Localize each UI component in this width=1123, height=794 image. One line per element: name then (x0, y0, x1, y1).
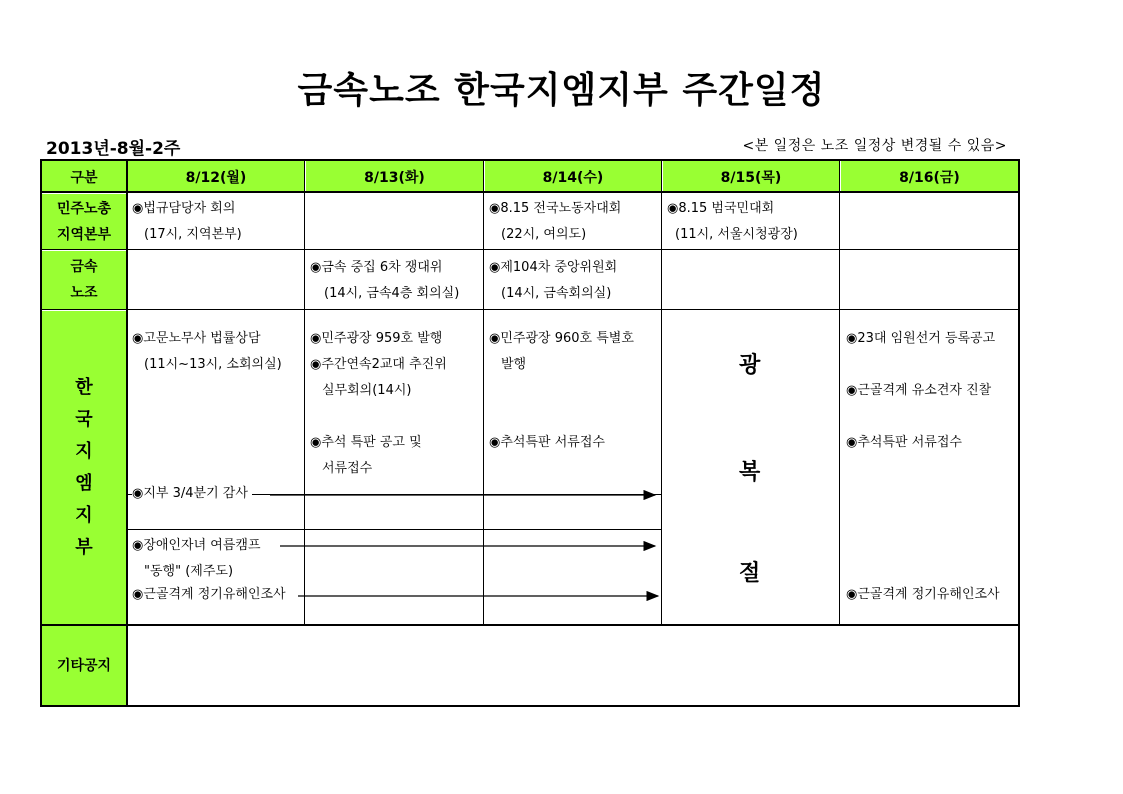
gm-label-char: 부 (75, 537, 93, 558)
gm-tue-entry: ◉민주광장 959호 발행 ◉주간연속2교대 추진위 실무회의(14시) ◉추석 특판 공고 및 서류접수 (310, 331, 447, 476)
row-label-geumsok-line2: 노조 (70, 285, 98, 301)
span-entry-audit: ◉지부 3/4분기 감사 (132, 481, 252, 507)
header-day-wed: 8/14(수) (485, 161, 661, 192)
page-title: 금속노조 한국지엠지부 주간일정 (297, 70, 826, 111)
gm-fri-entry-4: ◉근골격계 정기유해인조사 (846, 587, 1000, 602)
minju-wed-entry: ◉8.15 전국노동자대회 (22시, 여의도) (489, 201, 622, 242)
header-category: 구분 (42, 161, 126, 192)
header-day-tue: 8/13(화) (306, 161, 483, 192)
gm-fri-entry-1: ◉23대 임원선거 등록공고 (846, 331, 996, 346)
span-entry-camp: ◉장애인자녀 여름캠프 "동행" (제주도) (132, 533, 265, 585)
geumsok-tue-entry: ◉금속 중집 6차 쟁대위 (14시, 금속4층 회의실) (310, 260, 460, 301)
geumsok-wed-entry: ◉제104차 중앙위원회 (14시, 금속회의실) (489, 260, 618, 301)
row-label-geumsok-line1: 금속 (70, 259, 98, 275)
gm-fri-entry-2: ◉근골격계 유소견자 진찰 (846, 383, 992, 398)
gm-label-char: 엠 (75, 473, 93, 494)
minju-mon-entry: ◉법규담당자 회의 (17시, 지역본부) (132, 201, 242, 242)
row-label-minju-line2: 지역본부 (56, 226, 112, 243)
header-day-fri: 8/16(금) (841, 161, 1018, 192)
gm-fri-entry-3: ◉추석특판 서류접수 (846, 435, 962, 450)
holiday-char: 절 (739, 561, 761, 586)
gm-label-char: 한 (75, 377, 93, 398)
gm-label-char: 국 (75, 409, 93, 430)
gm-wed-entry: ◉민주광장 960호 특별호 발행 ◉추석특판 서류접수 (489, 331, 634, 450)
gm-label-char: 지 (75, 505, 93, 526)
notice-text: <본 일정은 노조 일정상 변경될 수 있음> (742, 138, 1007, 154)
gm-label-char: 지 (75, 441, 93, 462)
holiday-char: 광 (739, 353, 761, 378)
span-entry-survey: ◉근골격계 정기유해인조사 (132, 587, 286, 602)
minju-thu-entry: ◉8.15 범국민대회 (11시, 서울시청광장) (667, 201, 798, 242)
gm-mon-entry: ◉고문노무사 법률상담 (11시~13시, 소회의실) (132, 331, 282, 372)
header-day-thu: 8/15(목) (663, 161, 839, 192)
holiday-char: 복 (739, 460, 761, 485)
row-label-minju-line1: 민주노총 (56, 200, 112, 217)
header-day-mon: 8/12(월) (128, 161, 304, 192)
row-label-other: 기타공지 (42, 626, 126, 705)
week-label: 2013년-8월-2주 (46, 139, 181, 159)
